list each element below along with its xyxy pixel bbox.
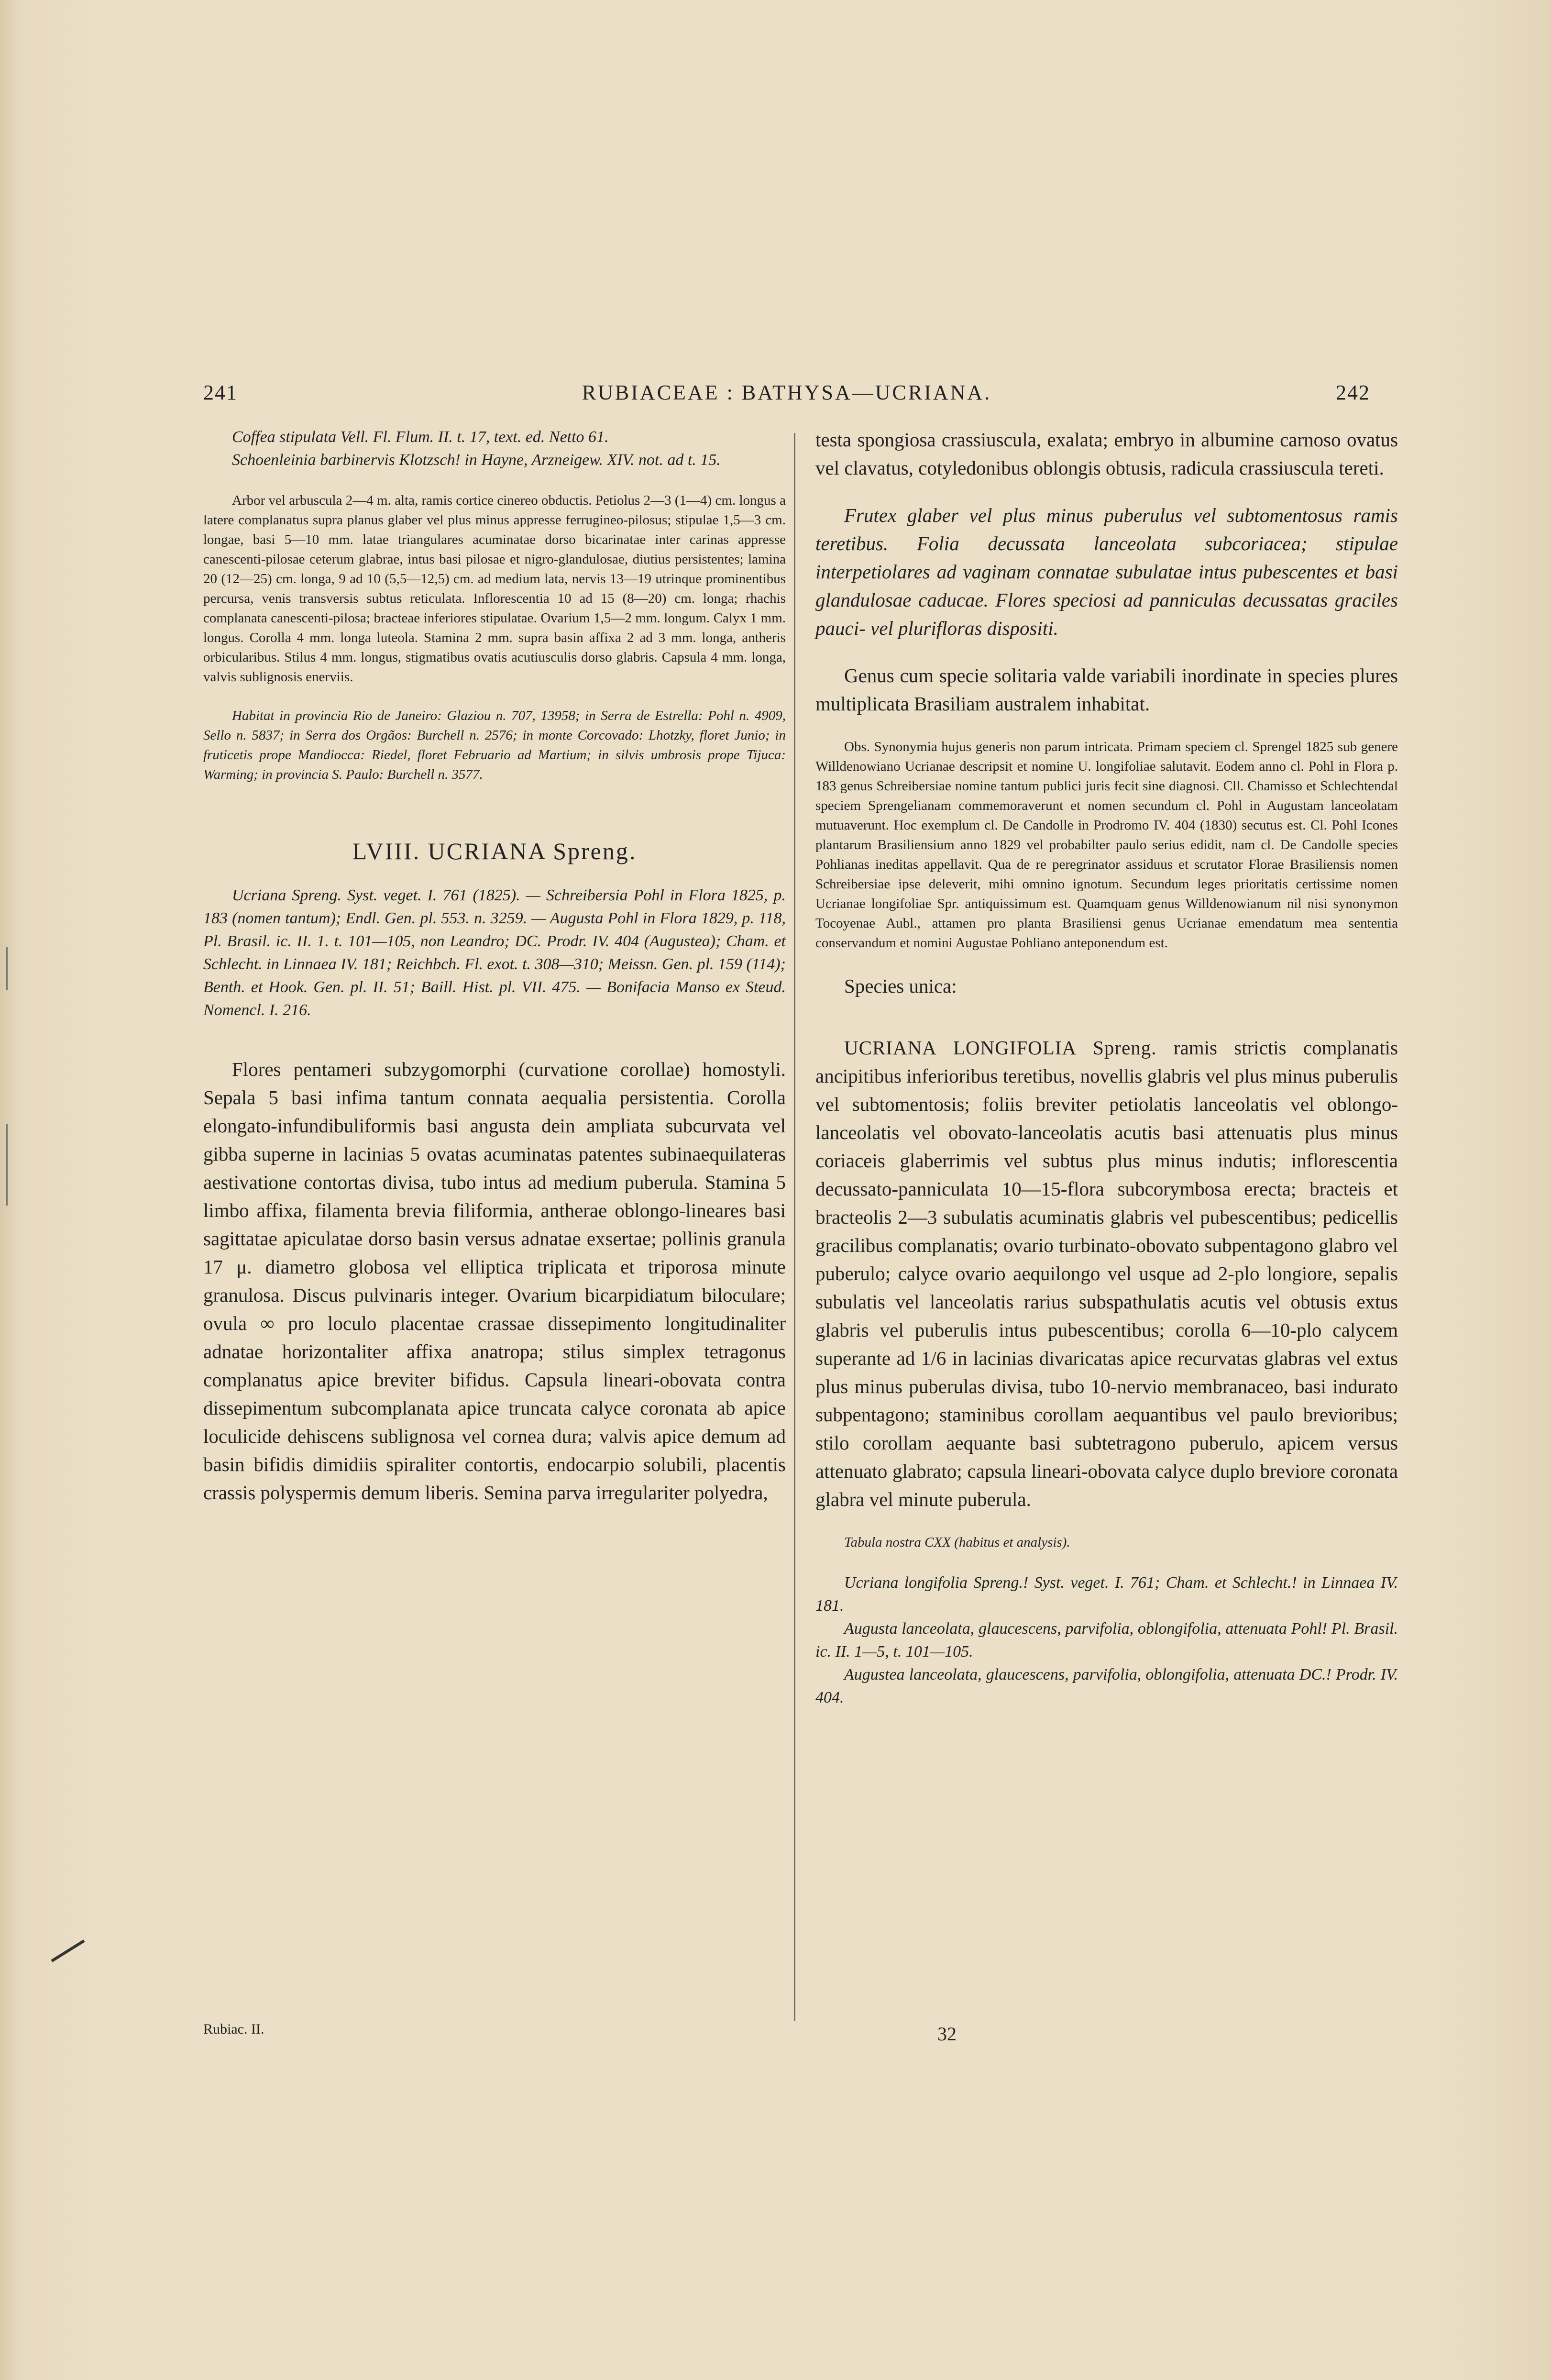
observation-note: Obs. Synonymia hujus generis non parum intricata. Primam speciem cl. Sprengel 1825 sub genere Willdenowiano Ucrianae descripsit et nomine U. longifoliae salutavit. Eodem anno cl. Pohl in Flora p. 183 genus Schreibersiae nomine tantum publici juris fecit sine diagnosi. Cll. Chamisso et Schlechtendal speciem Sprengelianam commemoraverunt et nomen secundum cl. Pohl in Augustam lanceolatam mutuaverunt. Hoc exemplum cl. De Candolle in Prodromo IV. 404 (1830) secutus est. Cl. Pohl Icones plantarum Brasiliensium anno 1829 vel probabilter paulo serius edidit, nam cl. De Candolle species Pohlianas ineditas appellavit. Qua de re peregrinator assiduus et scrutator Florae Brasiliensis nomen Schreibersiae ipse deleverit, mihi omnino ignotum. Secundum leges prioritatis certissime nomen Ucrianae longifoliae Spr. antiquissimum est. Quamquam genus Willdenowianum nil nisi synonymon Tocoyenae Aubl., attamen pro planta Brasiliensi genus Ucrianae emendatum mea sententia conservandum et nomini Augustae Pohliano anteponendum est. [815,739,1398,951]
species-synonym: Ucriana longifolia Spreng.! Syst. veget. I. 761; Cham. et Schlecht.! in Linnaea IV. 181. [815,1574,1398,1615]
chapter-heading: LVIII. UCRIANA Spreng. [352,838,637,864]
signature-mark: Rubiac. II. [203,2021,264,2037]
plate-reference: Tabula nostra CXX (habitus et analysis). [844,1535,1070,1550]
genus-synonymy: Ucriana Spreng. Syst. veget. I. 761 (1825). — Schreibersia Pohl in Flora 1825, p. 183 (nomen tantum); Endl. Gen. pl. 553. n. 3259. — Augusta Pohl in Flora 1829, p. 118, Pl. Brasil. ic. II. 1. t. 101—105, non Leandro; DC. Prodr. IV. 404 (Augustea); Cham. et Schlecht. in Linnaea IV. 181; Reichbch. Fl. exot. t. 308—310; Meissn. Gen. pl. 159 (114); Benth. et Hook. Gen. pl. II. 51; Baill. Hist. pl. VII. 475. — Bonifacia Manso ex Steud. Nomencl. I. 216. [203,886,786,1019]
page-number-right: 242 [1336,381,1370,404]
genus-description: Flores pentameri subzygomorphi (curvatione corollae) homostyli. Sepala 5 basi infima tantum connata aequalia persistentia. Corolla elongato-infundibuliformis basi angusta dein ampliata subcurvata vel gibba superne in lacinias 5 ovatas acuminatas patentes subinaequilateras aestivatione contortas divisa, tubo intus ad medium puberula. Stamina 5 limbo affixa, filamenta brevia filiformia, antherae oblongo-lineares basi sagittatae apiculatae dorso basin versus adnatae exsertae; pollinis granula 17 μ. diametro globosa vel elliptica triplicata et triporosa minute granulosa. Discus pulvinaris integer. Ovarium bicarpidiatum biloculare; ovula ∞ pro loculo placentae crassae dissepimento longitudinaliter adnatae horizontaliter affixa anatropa; stilus simplex tetragonus complanatus apice breviter bifidus. Capsula lineari-obovata contra dissepimentum subcomplanata apice truncata calyce coronata ab apice loculicide dehiscens sublignosa vel cornea dura; valvis apice demum ad basin bifidis dimidiis spiraliter contortis, endocarpio solubili, placentis crassis polyspermis demum liberis. Semina parva irregulariter polyedra, [203,1058,786,1504]
species-heading: UCRIANA LONGIFOLIA Spreng. [844,1037,1157,1059]
left-column [203,426,786,1507]
scan-mark [6,947,8,990]
page-number-left: 241 [203,381,238,404]
species-synonym: Augustea lanceolata, glaucescens, parvifolia, oblongifolia, attenuata DC.! Prodr. IV. 404. [815,1666,1398,1706]
species-description: Arbor vel arbuscula 2—4 m. alta, ramis cortice cinereo obductis. Petiolus 2—3 (1—4) cm. longus a latere complanatus supra planus glaber vel plus minus appresse ferrugineo-pilosus; stipulae 1,5—3 cm. longae, basi 5—10 mm. latae triangulares acuminatae dorso bicarinatae inter carinas appresse canescenti-pilosae ceterum glabrae, intus basi pilosae et nigro-glandulosae, diutius persistentes; lamina 20 (12—25) cm. longa, 9 ad 10 (5,5—12,5) cm. ad medium lata, nervis 13—19 utrinque prominentibus percursa, venis transversis subtus reticulata. Inflorescentia 10 ad 15 (8—20) cm. longa; rhachis complanata canescenti-pilosa; bracteae inferiores stipulatae. Ovarium 1,5—2 mm. longum. Calyx 1 mm. longus. Corolla 4 mm. longa luteola. Stamina 2 mm. supra basin affixa 2 ad 3 mm. longa, antheris orbicularibus. Stilus 4 mm. longus, stigmatibus ovatis acutiusculis dorso glabris. Capsula 4 mm. longa, valvis sublignosis enerviis. [203,493,786,685]
synonym-ref: Schoenleinia barbinervis Klotzsch! in Hayne, Arzneigew. XIV. not. ad t. 15. [232,451,721,469]
genus-description-continued: testa spongiosa crassiuscula, exalata; embryo in albumine carnoso ovatus vel clavatus, cotyledonibus oblongis obtusis, radicula crassiuscula tereti. [815,429,1398,479]
scan-mark [6,1124,8,1206]
genus-habit: Frutex glaber vel plus minus puberulus vel subtomentosus ramis teretibus. Folia decussata lanceolata subcoriacea; stipulae interpetiolares ad vaginam connatae subulatae intus pubescentes et basi glandulosae caducae. Flores speciosi ad panniculas decussatas graciles pauci- vel plurifloras dispositi. [815,504,1398,639]
species-description [815,1034,1398,1514]
genus-distribution: Genus cum specie solitaria valde variabili inordinate in species plures multiplicata Brasiliam australem inhabitat. [815,664,1398,715]
synonym-ref: Coffea stipulata Vell. Fl. Flum. II. t. 17, text. ed. Netto 61. [232,428,609,446]
column-divider [794,433,795,2021]
species-diagnosis: ramis strictis complanatis ancipitibus inferioribus teretibus, novellis glabris vel plus minus puberulis vel subtomentosis; foliis breviter petiolatis lanceolatis vel oblongo-lanceolatis vel obovato-lanceolatis acutis basi attenuatis plus minus coriaceis glaberrimis vel subtus plus minus indutis; inflorescentia decussato-panniculata 10—15-flora subcorymbosa erecta; bracteis et bracteolis 2—3 subulatis acuminatis glabris vel pubescentibus; pedicellis gracilibus complanatis; ovario turbinato-obovato subpentagono glabro vel puberulo; calyce ovario aequilongo vel usque ad 2-plo longiore, sepalis subulatis vel lanceolatis rarius subspathulatis acutis vel obtusis extus glabris vel puberulis intus pubescentibus; corolla 6—10-plo calycem superante ad 1/6 in lacinias divaricatas apice recurvatas glabras vel extus plus minus puberulas divisa, tubo 10-nervio membranaceo, basi indurato subpentagono; staminibus corollam aequantibus vel paulo brevioribus; stilo corollam aequante basi subtetragono puberulo, apicem versus attenuato glabrato; capsula lineari-obovata calyce duplo breviore coronata glabra vel minute puberula. [815,1037,1398,1510]
species-unica-label: Species unica: [844,975,957,997]
right-column [815,426,1398,1709]
habitat-paragraph: Habitat in provincia Rio de Janeiro: Glaziou n. 707, 13958; in Serra de Estrella: Pohl n. 4909, Sello n. 5837; in Serra dos Orgãos: Burchell n. 2576; in monte Corcovado: Lhotzky, floret Junio; in fruticetis prope Mandiocca: Riedel, floret Februario ad Martium; in silvis umbrosis prope Tijuca: Warming; in provincia S. Paulo: Burchell n. 3577. [203,708,786,782]
species-synonym: Augusta lanceolata, glaucescens, parvifolia, oblongifolia, attenuata Pohl! Pl. Brasil. ic. II. 1—5, t. 101—105. [815,1620,1398,1660]
running-header [203,380,1370,409]
running-title: RUBIACEAE : BATHYSA—UCRIANA. [582,381,992,404]
signature-number: 32 [937,2023,957,2045]
